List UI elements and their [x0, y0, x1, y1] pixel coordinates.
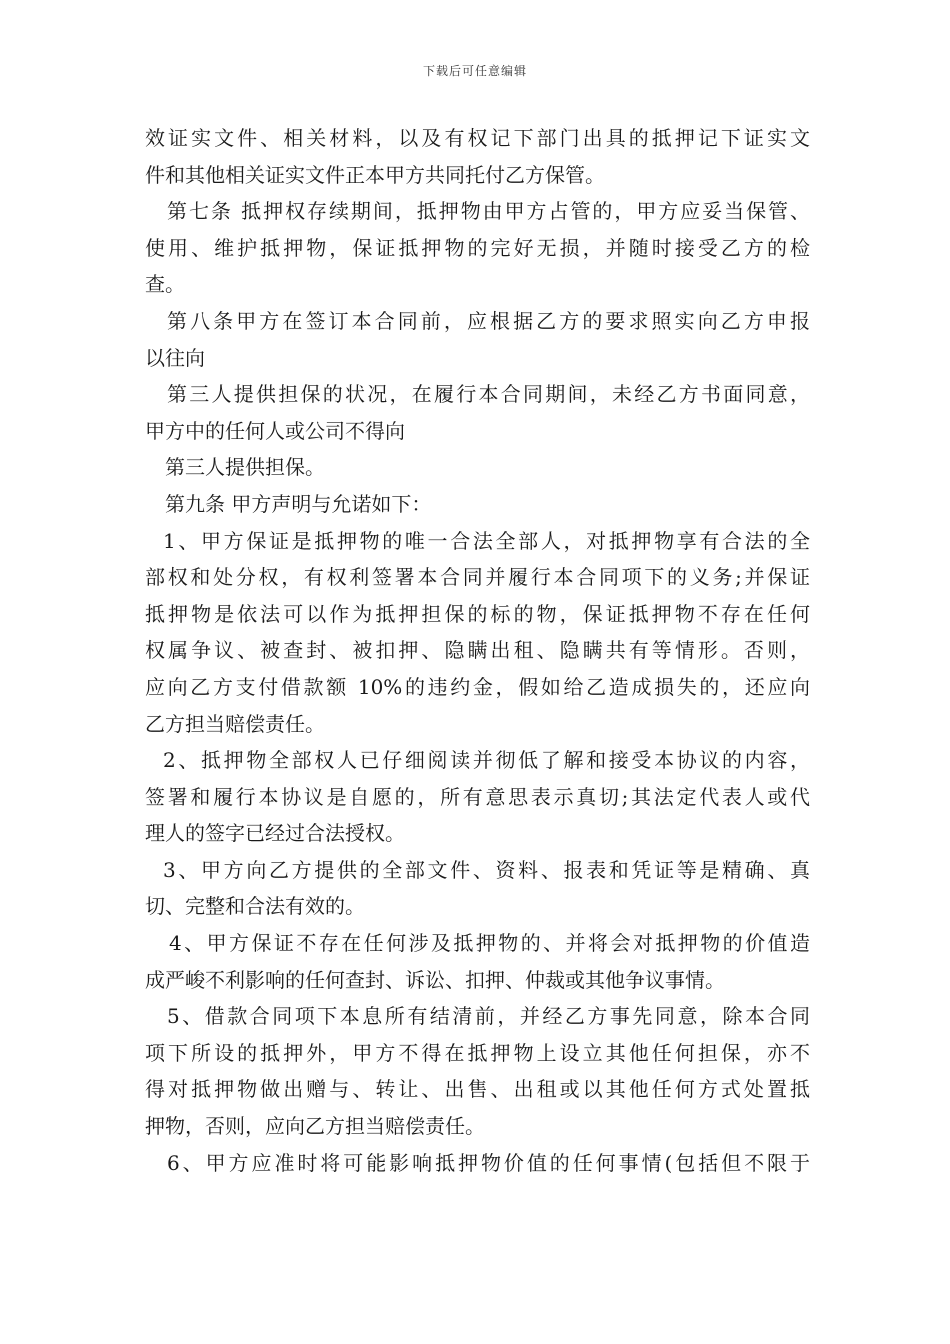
text-line: 乙方担当赔偿责任。 — [145, 711, 325, 736]
text-line: 部权和处分权，有权利签署本合同并履行本合同项下的义务;并保证 — [145, 565, 810, 590]
text-line: 6、甲方应准时将可能影响抵押物价值的任何事情(包括但不限于 — [167, 1150, 810, 1175]
text-line: 抵押物是依法可以作为抵押担保的标的物，保证抵押物不存在任何 — [145, 601, 810, 626]
text-line: 甲方中的任何人或公司不得向 — [145, 418, 405, 443]
text-line: 第九条 甲方声明与允诺如下： — [165, 491, 432, 516]
text-line: 第三人提供担保的状况，在履行本合同期间，未经乙方书面同意， — [167, 382, 810, 407]
text-line: 理人的签字已经过合法授权。 — [145, 821, 405, 846]
text-line: 第八条甲方在签订本合同前，应根据乙方的要求照实向乙方申报 — [167, 308, 810, 333]
text-line: 1、甲方保证是抵押物的唯一合法全部人，对抵押物享有合法的全 — [163, 528, 810, 553]
text-line: 权属争议、被查封、被扣押、隐瞒出租、隐瞒共有等情形。否则， — [145, 638, 810, 663]
text-line: 押物，否则，应向乙方担当赔偿责任。 — [145, 1114, 485, 1139]
text-line: 第七条 抵押权存续期间，抵押物由甲方占管的，甲方应妥当保管、 — [167, 199, 810, 224]
text-line: 切、完整和合法有效的。 — [145, 894, 365, 919]
text-line: 查。 — [145, 272, 185, 297]
text-line: 成严峻不利影响的任何查封、诉讼、扣押、仲裁或其他争议事情。 — [145, 967, 725, 992]
text-line: 4、甲方保证不存在任何涉及抵押物的、并将会对抵押物的价值造 — [169, 931, 810, 956]
text-line: 应向乙方支付借款额 10%的违约金，假如给乙造成损失的，还应向 — [145, 674, 810, 699]
text-line: 2、抵押物全部权人已仔细阅读并彻低了解和接受本协议的内容， — [163, 748, 810, 773]
text-line: 3、甲方向乙方提供的全部文件、资料、报表和凭证等是精确、真 — [163, 857, 810, 882]
document-body — [145, 120, 810, 1181]
page-header: 下载后可任意编辑 — [422, 64, 527, 78]
text-line: 效证实文件、相关材料，以及有权记下部门出具的抵押记下证实文 — [145, 126, 810, 150]
text-line: 使用、维护抵押物，保证抵押物的完好无损，并随时接受乙方的检 — [145, 235, 810, 260]
text-line: 第三人提供担保。 — [165, 455, 325, 480]
text-line: 件和其他相关证实文件正本甲方共同托付乙方保管。 — [145, 162, 605, 187]
text-line: 5、借款合同项下本息所有结清前，并经乙方事先同意，除本合同 — [167, 1004, 810, 1029]
text-line: 以往向 — [145, 345, 205, 370]
text-line: 签署和履行本协议是自愿的，所有意思表示真切;其法定代表人或代 — [145, 784, 810, 809]
text-line: 项下所设的抵押外，甲方不得在抵押物上设立其他任何担保，亦不 — [145, 1040, 810, 1065]
text-line: 得对抵押物做出赠与、转让、出售、出租或以其他任何方式处置抵 — [145, 1077, 810, 1102]
